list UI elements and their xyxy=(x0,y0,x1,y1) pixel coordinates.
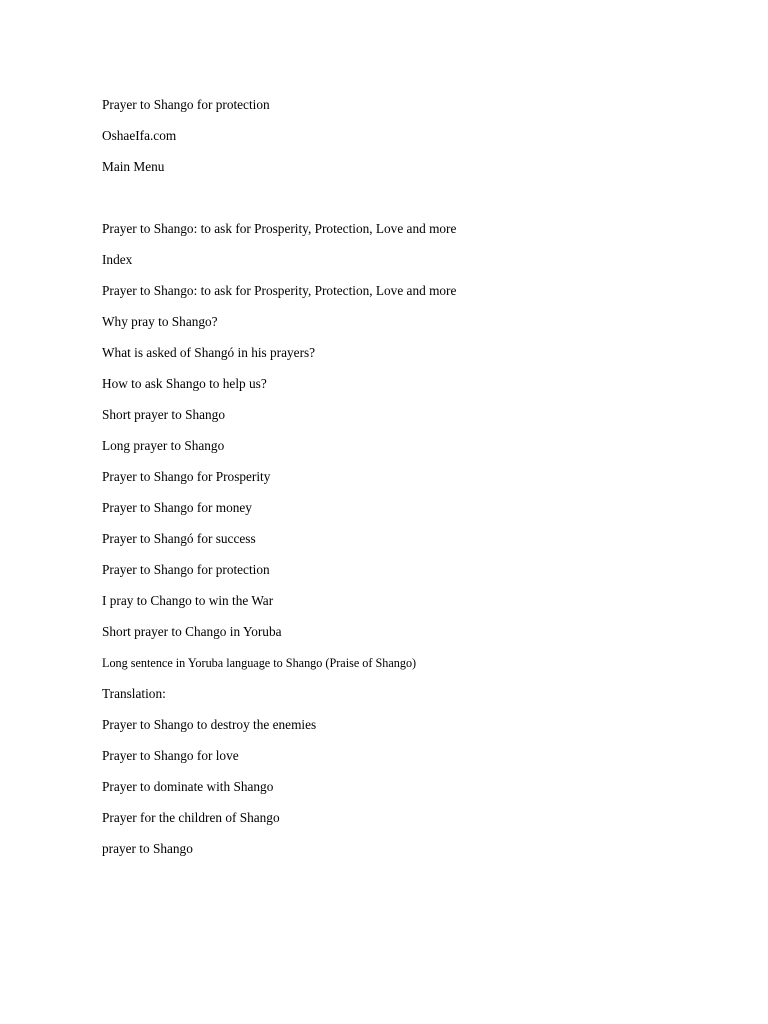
index-item[interactable]: I pray to Chango to win the War xyxy=(102,593,274,608)
index-item[interactable]: How to ask Shango to help us? xyxy=(102,376,267,391)
document-page xyxy=(102,0,742,1024)
index-item[interactable]: Short prayer to Shango xyxy=(102,407,225,422)
document-title: Prayer to Shango for protection xyxy=(102,97,270,112)
index-item[interactable]: Translation: xyxy=(102,686,166,701)
index-item[interactable]: Short prayer to Chango in Yoruba xyxy=(102,624,282,639)
site-name[interactable]: OshaeIfa.com xyxy=(102,128,177,143)
index-item[interactable]: Prayer for the children of Shango xyxy=(102,810,280,825)
index-item[interactable]: Prayer to Shango for love xyxy=(102,748,239,763)
index-item[interactable]: What is asked of Shangó in his prayers? xyxy=(102,345,316,360)
index-item[interactable]: Prayer to Shango for Prosperity xyxy=(102,469,271,484)
index-item[interactable]: Prayer to Shango for money xyxy=(102,500,252,515)
index-item[interactable]: prayer to Shango xyxy=(102,841,193,856)
index-item[interactable]: Prayer to Shangó for success xyxy=(102,531,256,546)
index-item[interactable]: Why pray to Shango? xyxy=(102,314,218,329)
index-item[interactable]: Prayer to Shango to destroy the enemies xyxy=(102,717,317,732)
index-item[interactable]: Prayer to dominate with Shango xyxy=(102,779,274,794)
index-item[interactable]: Prayer to Shango: to ask for Prosperity, Protection, Love and more xyxy=(102,283,457,298)
article-heading: Prayer to Shango: to ask for Prosperity, Protection, Love and more xyxy=(102,221,457,236)
index-item[interactable]: Long sentence in Yoruba language to Shango (Praise of Shango) xyxy=(102,656,417,670)
index-item[interactable]: Long prayer to Shango xyxy=(102,438,225,453)
main-menu[interactable]: Main Menu xyxy=(102,159,165,174)
index-label: Index xyxy=(102,252,133,267)
index-item[interactable]: Prayer to Shango for protection xyxy=(102,562,270,577)
